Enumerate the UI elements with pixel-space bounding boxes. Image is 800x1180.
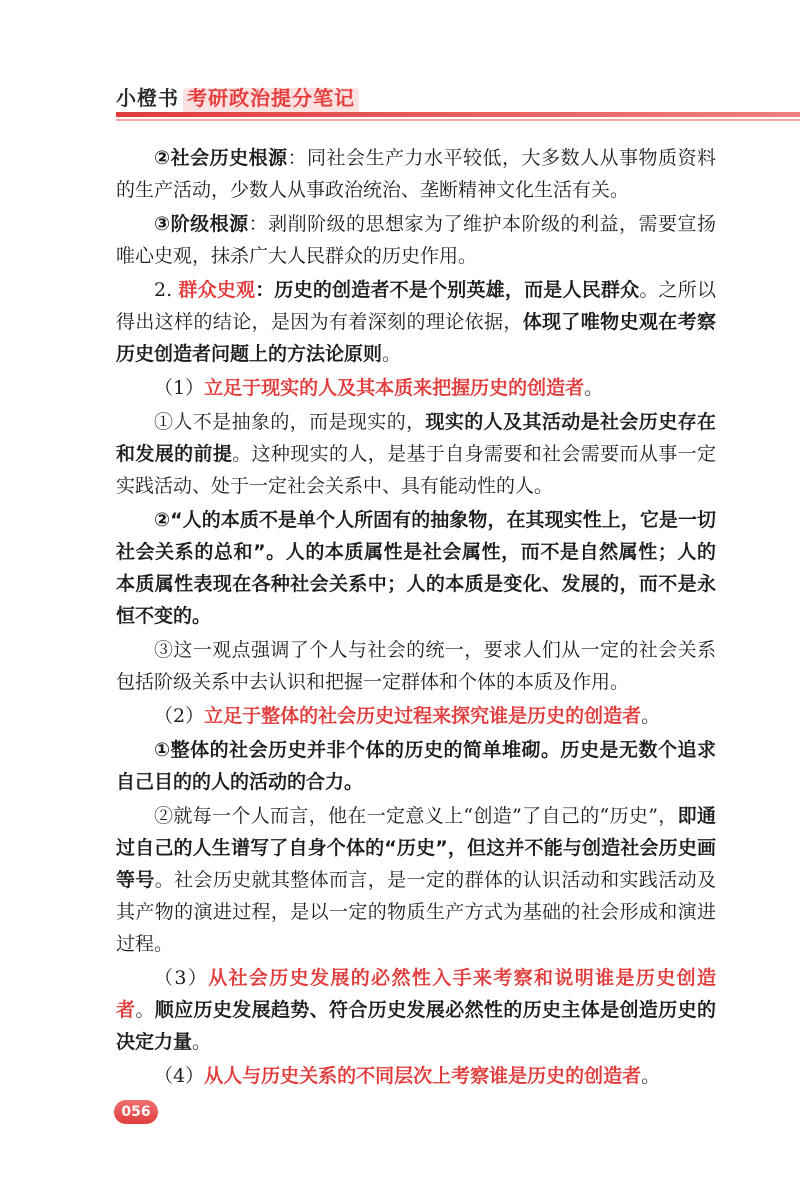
paragraph-bold: 现实的人及其活动是社会历史存在和发展的前提: [116, 411, 716, 465]
page-number: 056: [114, 1100, 158, 1124]
brand: [116, 82, 355, 111]
paragraph-end: 。: [192, 1031, 212, 1053]
brand-subtitle: 考研政治提分笔记: [187, 82, 355, 111]
paragraph-text: ①人不是抽象的，而是现实的，: [154, 411, 426, 433]
paragraph-lead: ②社会历史根源: [154, 147, 288, 169]
section-number: 2.: [154, 279, 179, 301]
subheading-number: （4）: [154, 1065, 205, 1087]
subheading-1: [116, 372, 716, 404]
subheading-text: 从人与历史关系的不同层次上考察谁是历史的创造者: [204, 1065, 642, 1087]
paragraph-text: 。社会历史就其整体而言，是一定的群体的认识活动和实践活动及其产物的演进过程，是以一定的物质生产方式为基础的社会形成和演进过程。: [116, 869, 716, 955]
paragraph-individual-history: [116, 800, 716, 960]
subheading-2: [116, 700, 716, 732]
header-rule-thin: [116, 119, 800, 121]
paragraph-text: ②就每一个人而言，他在一定意义上“创造”了自己的“历史”，: [154, 805, 678, 827]
subheading-number: （1）: [154, 377, 205, 399]
paragraph-social-root: [116, 142, 716, 206]
paragraph-mass-view: [116, 274, 716, 370]
paragraph-text: 。这种现实的人，是基于自身需要和社会需要而从事一定实践活动、处于一定社会关系中、具有能动性的人。: [116, 443, 716, 497]
paragraph-real-person: [116, 406, 716, 502]
page-content: [116, 142, 716, 1094]
subheading-end: 。: [135, 999, 155, 1021]
subheading-text: 立足于现实的人及其本质来把握历史的创造者: [204, 377, 585, 399]
subheading-text: 立足于整体的社会历史过程来探究谁是历史的创造者: [204, 705, 642, 727]
brand-title: 小橙书: [116, 86, 179, 110]
header-rule-thick: [116, 112, 800, 117]
subheading-4: [116, 1060, 716, 1092]
paragraph-class-root: [116, 208, 716, 272]
subheading-3: [116, 962, 716, 1058]
paragraph-text: ：同社会生产力水平较低，大多数人从事物质资料的生产活动，少数人从事政治统治、垄断精神文化生活有关。: [116, 147, 716, 201]
paragraph-bold: 即通过自己的人生谱写了自身个体的“历史”，但这并不能与创造社会历史画等号: [116, 805, 716, 891]
subheading-text: 从社会历史发展的必然性入手来考察和说明谁是历史创造者: [116, 967, 716, 1021]
subheading-number: （3）: [154, 967, 209, 989]
subheading-end: 。: [584, 377, 604, 399]
paragraph-human-essence: ②“人的本质不是单个人所固有的抽象物，在其现实性上，它是一切社会关系的总和”。人的本质属性是社会属性，而不是自然属性；人的本质属性表现在各种社会关系中；人的本质是变化、发展的，而不是永恒不变的。: [116, 509, 716, 627]
paragraph-bold: 体现了唯物史观在考察历史创造者问题上的方法论原则: [116, 311, 716, 365]
paragraph-text: ：剥削阶级的思想家为了维护本阶级的利益，需要宣扬唯心史观，抹杀广大人民群众的历史作用。: [116, 213, 716, 267]
section-heading: 群众史观: [178, 279, 256, 301]
paragraph-bold: ：历史的创造者不是个别英雄，而是人民群众: [255, 279, 640, 301]
page-header: [0, 0, 800, 130]
subheading-end: 。: [641, 705, 661, 727]
paragraph-text: 。之所以得出这样的结论，是因为有着深刻的理论依据，: [116, 279, 716, 333]
paragraph-end: 。: [382, 343, 402, 365]
paragraph-resultant-force: ①整体的社会历史并非个体的历史的简单堆砌。历史是无数个追求自己目的的人的活动的合力。: [116, 739, 716, 793]
subheading-end: 。: [641, 1065, 661, 1087]
paragraph-bold: 顺应历史发展趋势、符合历史发展必然性的历史主体是创造历史的决定力量: [116, 999, 716, 1053]
paragraph-unity: ③这一观点强调了个人与社会的统一，要求人们从一定的社会关系包括阶级关系中去认识和把握一定群体和个体的本质及作用。: [116, 639, 716, 693]
subheading-number: （2）: [154, 705, 205, 727]
paragraph-lead: ③阶级根源: [154, 213, 249, 235]
